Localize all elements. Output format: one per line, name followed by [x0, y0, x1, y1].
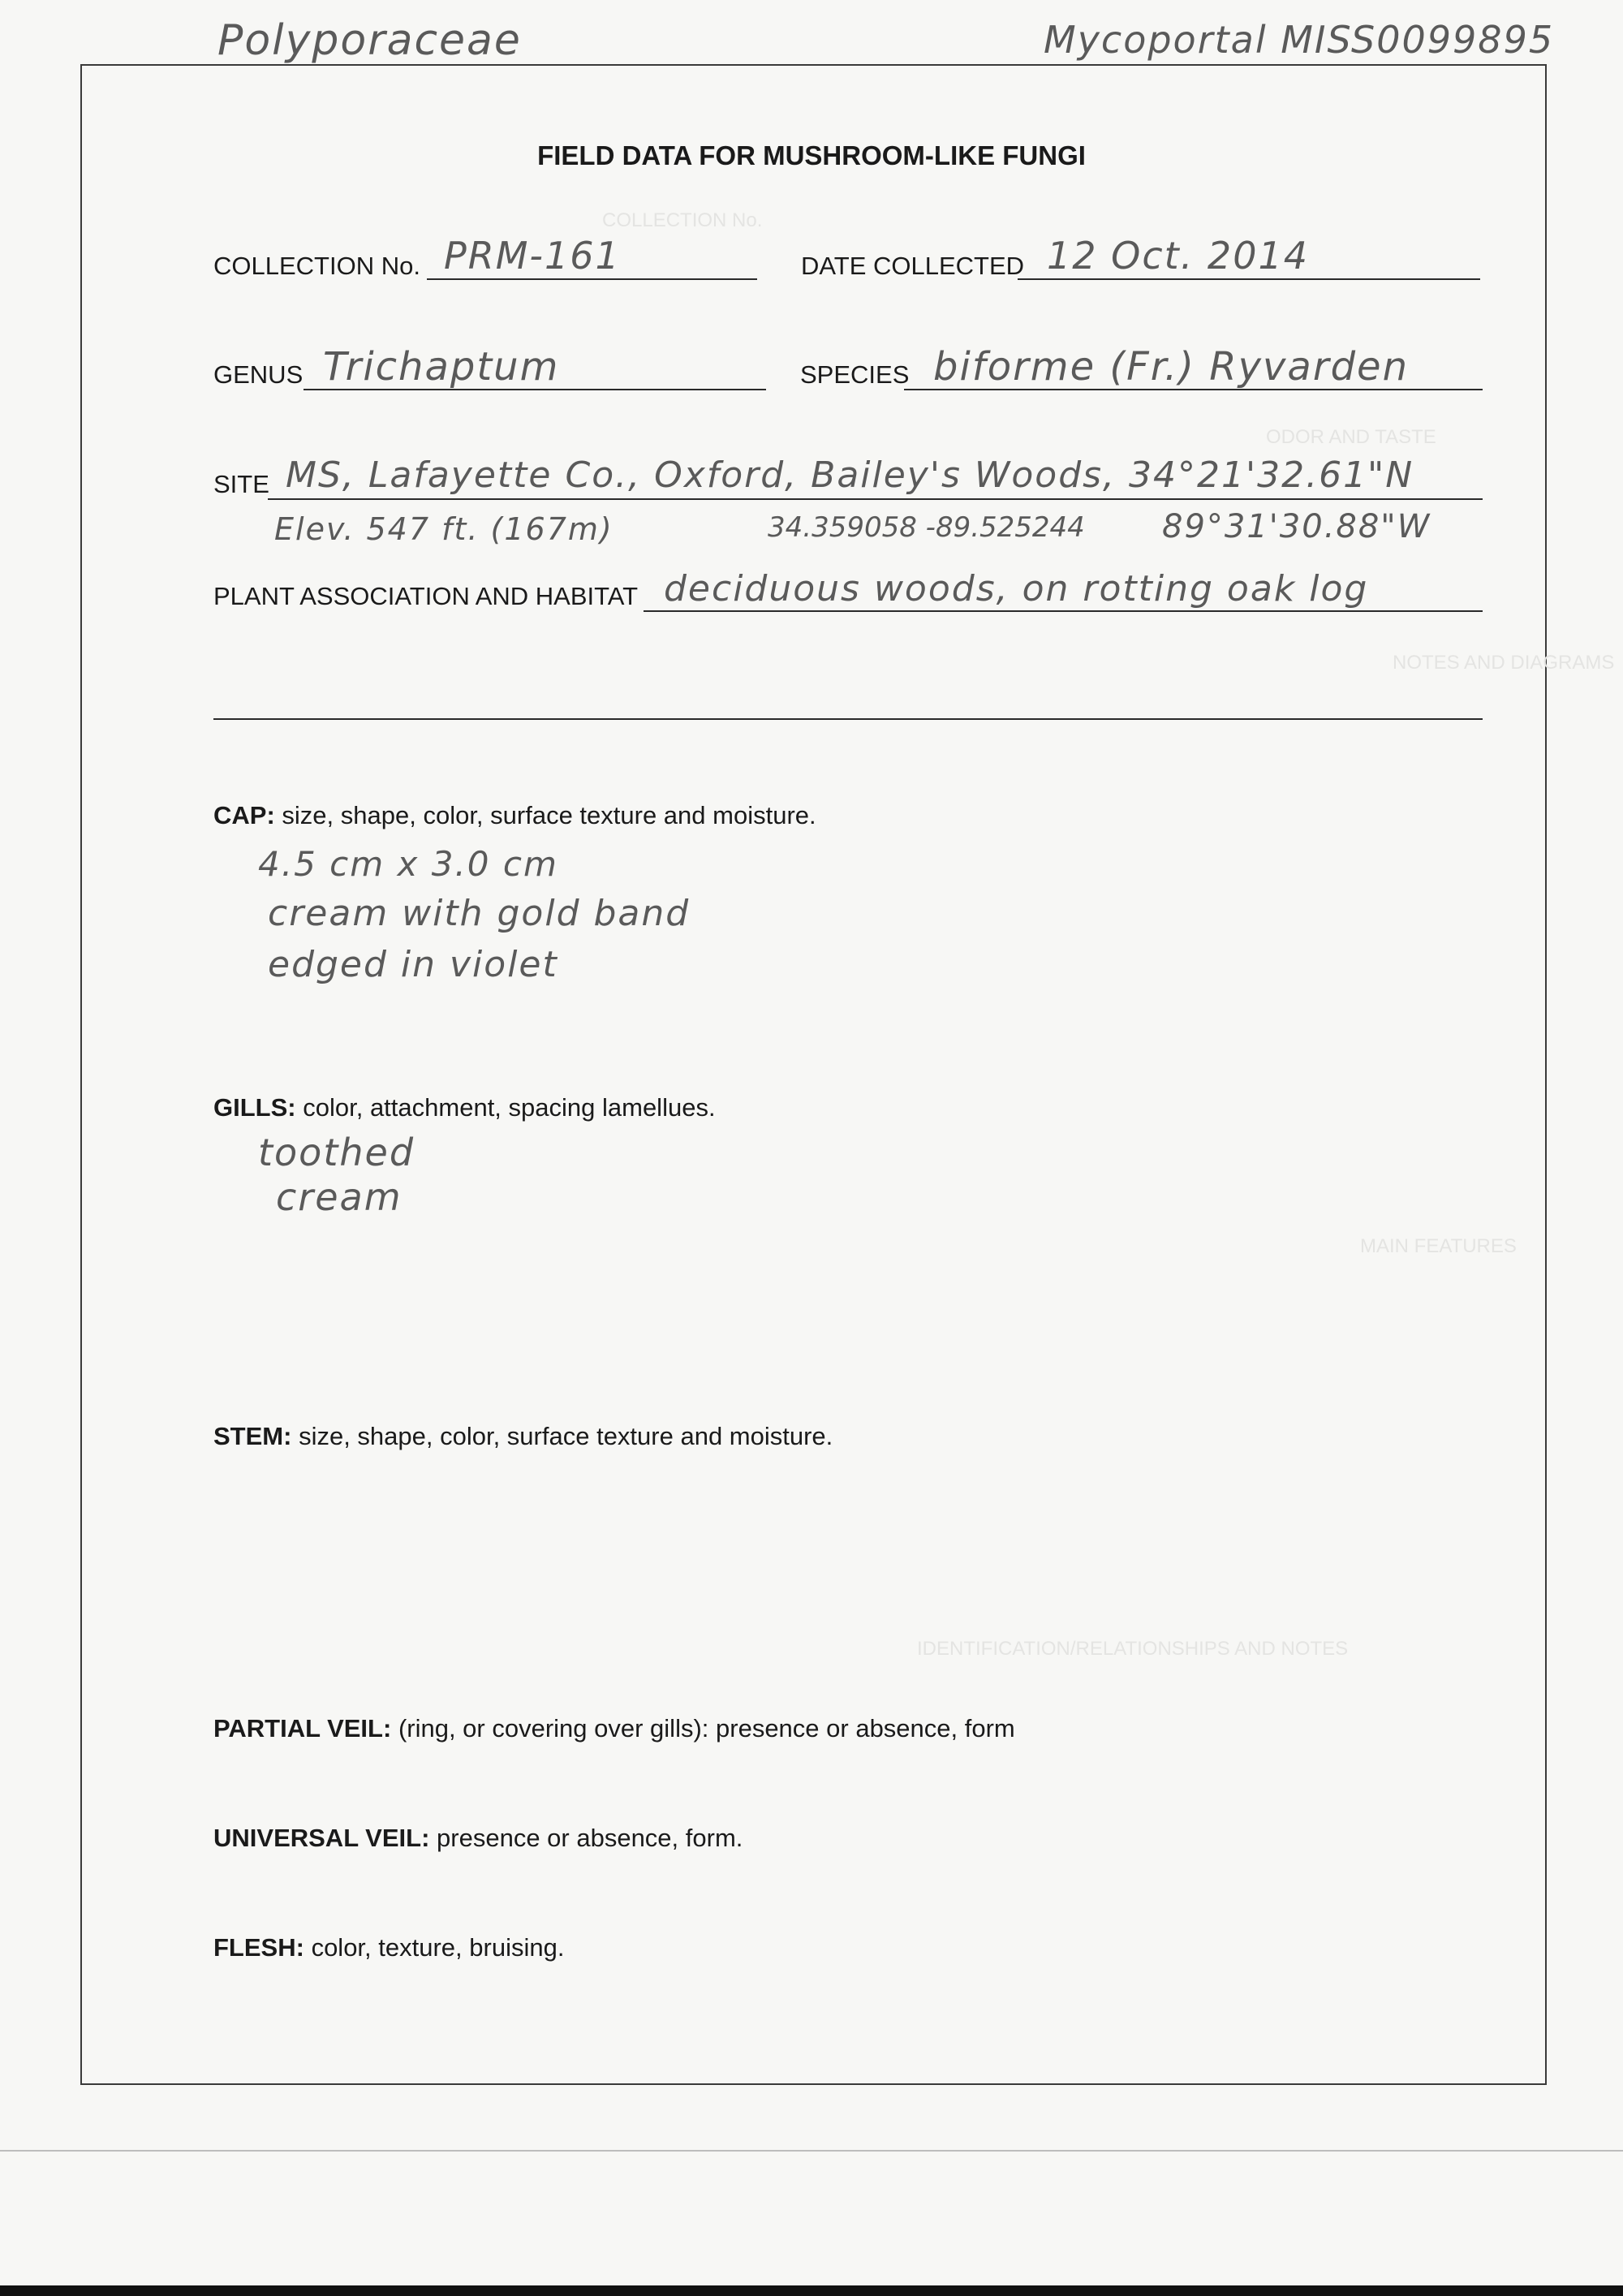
universal-veil-label-rest: presence or absence, form.	[437, 1824, 743, 1852]
gills-label-rest: color, attachment, spacing lamellues.	[303, 1093, 716, 1122]
family-annotation: Polyporaceae	[217, 16, 522, 65]
habitat-label: PLANT ASSOCIATION AND HABITAT	[213, 582, 639, 610]
bleed-through-3: NOTES AND DIAGRAMS	[1393, 652, 1615, 674]
scanner-bottom-bar	[0, 2285, 1623, 2296]
cap-note-2: cream with gold band	[268, 893, 691, 934]
bleed-through-1: COLLECTION No.	[602, 209, 763, 231]
cap-label	[213, 801, 816, 830]
species-value: biforme (Fr.) Ryvarden	[933, 344, 1409, 390]
genus-label: GENUS	[213, 360, 304, 389]
gills-label	[213, 1093, 716, 1122]
site-elevation: Elev. 547 ft. (167m)	[274, 511, 613, 547]
site-longitude: 89°31'30.88"W	[1162, 508, 1431, 545]
habitat-line	[644, 610, 1483, 612]
bleed-through-5: IDENTIFICATION/RELATIONSHIPS AND NOTES	[917, 1638, 1349, 1660]
collection-no-line	[427, 278, 757, 280]
bleed-through-4: MAIN FEATURES	[1360, 1235, 1517, 1257]
collection-no-label: COLLECTION No.	[213, 252, 420, 280]
partial-veil-label	[213, 1714, 1015, 1743]
cap-label-rest: size, shape, color, surface texture and moisture.	[282, 801, 816, 829]
cap-label-bold: CAP:	[213, 801, 275, 829]
date-collected-value: 12 Oct. 2014	[1047, 234, 1309, 278]
catalog-annotation: Mycoportal MISS0099895	[1044, 18, 1555, 62]
gills-note-1: toothed	[258, 1131, 415, 1174]
flesh-label-bold: FLESH:	[213, 1933, 304, 1962]
stem-label	[213, 1422, 833, 1451]
partial-veil-label-rest: (ring, or covering over gills): presence or absence, form	[398, 1714, 1015, 1742]
date-collected-label: DATE COLLECTED	[801, 252, 1025, 280]
flesh-label	[213, 1933, 564, 1962]
stem-label-bold: STEM:	[213, 1422, 292, 1450]
site-decimal-coords: 34.359058 -89.525244	[768, 511, 1085, 544]
site-label: SITE	[213, 470, 269, 498]
cap-note-3: edged in violet	[268, 944, 558, 985]
flesh-label-rest: color, texture, bruising.	[311, 1933, 565, 1962]
stem-label-rest: size, shape, color, surface texture and moisture.	[299, 1422, 833, 1450]
site-line	[268, 498, 1483, 500]
habitat-line-2	[213, 718, 1483, 720]
cap-note-1: 4.5 cm x 3.0 cm	[258, 844, 558, 884]
bleed-through-2: ODOR AND TASTE	[1266, 426, 1436, 448]
universal-veil-label	[213, 1824, 743, 1853]
site-value: MS, Lafayette Co., Oxford, Bailey's Woods, 34°21'32.61"N	[286, 454, 1414, 496]
gills-label-bold: GILLS:	[213, 1093, 296, 1122]
species-label: SPECIES	[800, 360, 910, 389]
universal-veil-label-bold: UNIVERSAL VEIL:	[213, 1824, 430, 1852]
genus-value: Trichaptum	[323, 344, 560, 390]
partial-veil-label-bold: PARTIAL VEIL:	[213, 1714, 392, 1742]
habitat-value: deciduous woods, on rotting oak log	[664, 568, 1369, 610]
form-title: FIELD DATA FOR MUSHROOM-LIKE FUNGI	[537, 140, 1086, 170]
gills-note-2: cream	[276, 1175, 403, 1219]
date-collected-line	[1018, 278, 1480, 280]
collection-no-value: PRM-161	[444, 234, 621, 278]
page-edge	[0, 2150, 1623, 2152]
